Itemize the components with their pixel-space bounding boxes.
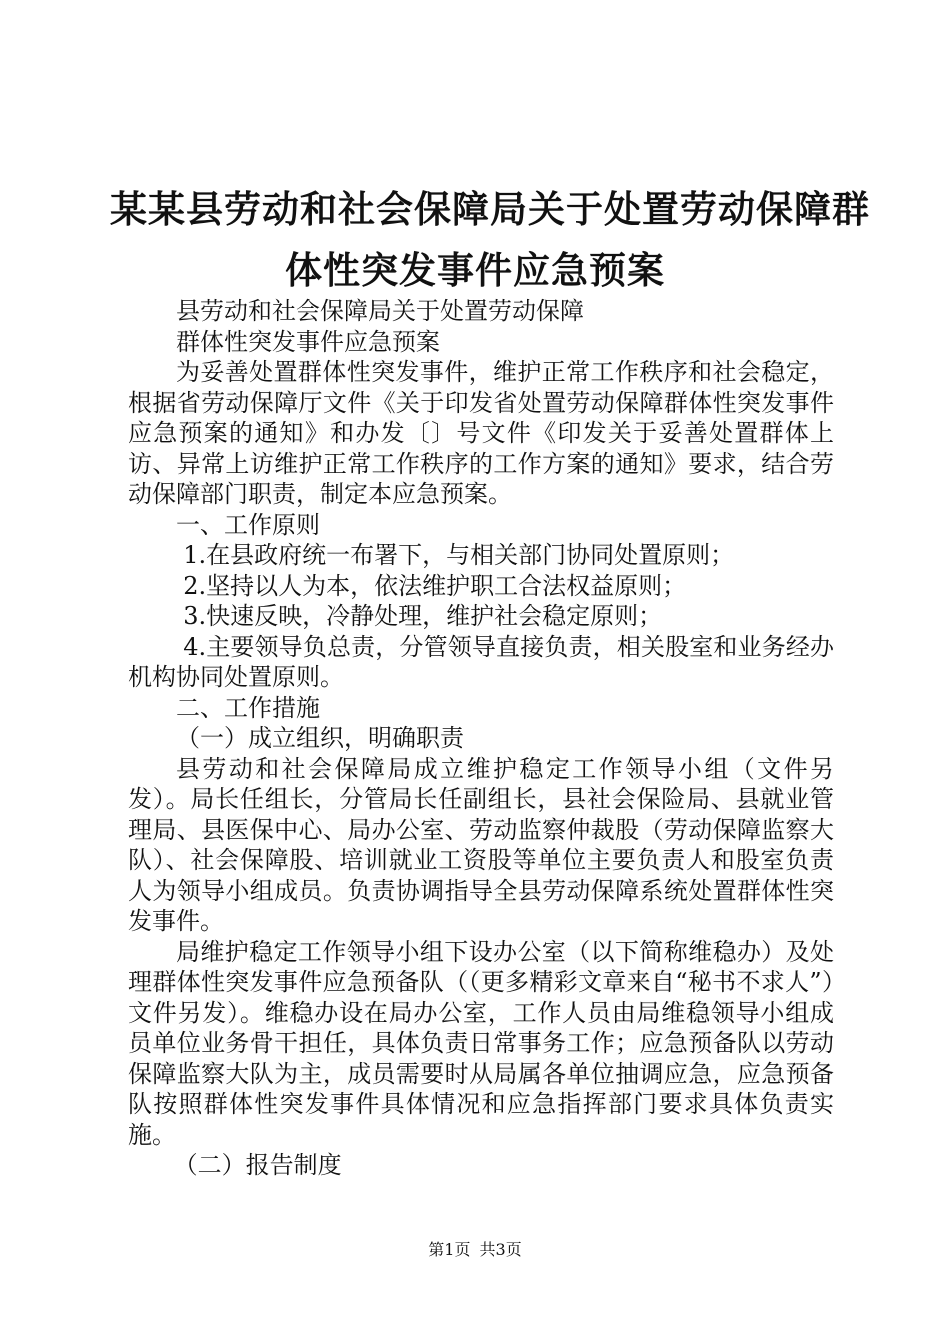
principle-item-1: 1.在县政府统一布署下，与相关部门协同处置原则； (183, 541, 735, 569)
section-heading-principles: 一、工作原则 (176, 510, 320, 539)
page-number: 第1页 (428, 1240, 471, 1259)
paragraph-office: 局维护稳定工作领导小组下设办公室（以下简称维稳办）及处理群体性突发事件应急预备队（（更多精彩文章来自“秘书不求人”）文件另发）。维稳办设在局办公室，工作人员由局维稳领导小组成员单位业务骨干担任，具体负责日常事务工作；应急预备队以劳动保障监察大队为主，成员需要时从局属各单位抽调应急，应急预备队按照群体性突发事件具体情况和应急指挥部门要求具体负责实施。 (128, 937, 834, 1149)
document-body (128, 296, 834, 1181)
paragraph-leading-group: 县劳动和社会保障局成立维护稳定工作领导小组（文件另发）。局长任组长，分管局长任副组长，县社会保险局、县就业管理局、县医保中心、局办公室、劳动监察仲裁股（劳动保障监察大队）、社会保障股、培训就业工资股等单位主要负责人和股室负责人为领导小组成员。负责协调指导全县劳动保障系统处置群体性突发事件。 (128, 754, 834, 935)
principle-item-2: 2.坚持以人为本，依法维护职工合法权益原则； (183, 571, 687, 600)
page-footer (0, 1240, 950, 1260)
section-heading-measures: 二、工作措施 (176, 693, 320, 722)
subsection-heading-reporting: （二）报告制度 (173, 1151, 342, 1179)
subtitle-line-2: 群体性突发事件应急预案 (176, 327, 440, 356)
principle-item-3: 3.快速反映，冷静处理，维护社会稳定原则； (183, 602, 663, 630)
principle-item-4: 4.主要领导负总责，分管领导直接负责，相关股室和业务经办机构协同处置原则。 (128, 632, 834, 691)
page-total: 共3页 (479, 1240, 522, 1259)
document-title-line-2: 体性突发事件应急预案 (285, 249, 665, 292)
paragraph-intro: 为妥善处置群体性突发事件，维护正常工作秩序和社会稳定，根据省劳动保障厅文件《关于印发省处置劳动保障群体性突发事件应急预案的通知》和办发〔〕号文件《印发关于妥善处置群体上访、异常上访维护正常工作秩序的工作方案的通知》要求，结合劳动保障部门职责，制定本应急预案。 (128, 358, 834, 508)
subtitle-line-1: 县劳动和社会保障局关于处置劳动保障 (176, 297, 584, 325)
document-title-line-1: 某某县劳动和社会保障局关于处置劳动保障群 (110, 188, 870, 231)
subsection-heading-organization: （一）成立组织，明确职责 (176, 724, 464, 752)
